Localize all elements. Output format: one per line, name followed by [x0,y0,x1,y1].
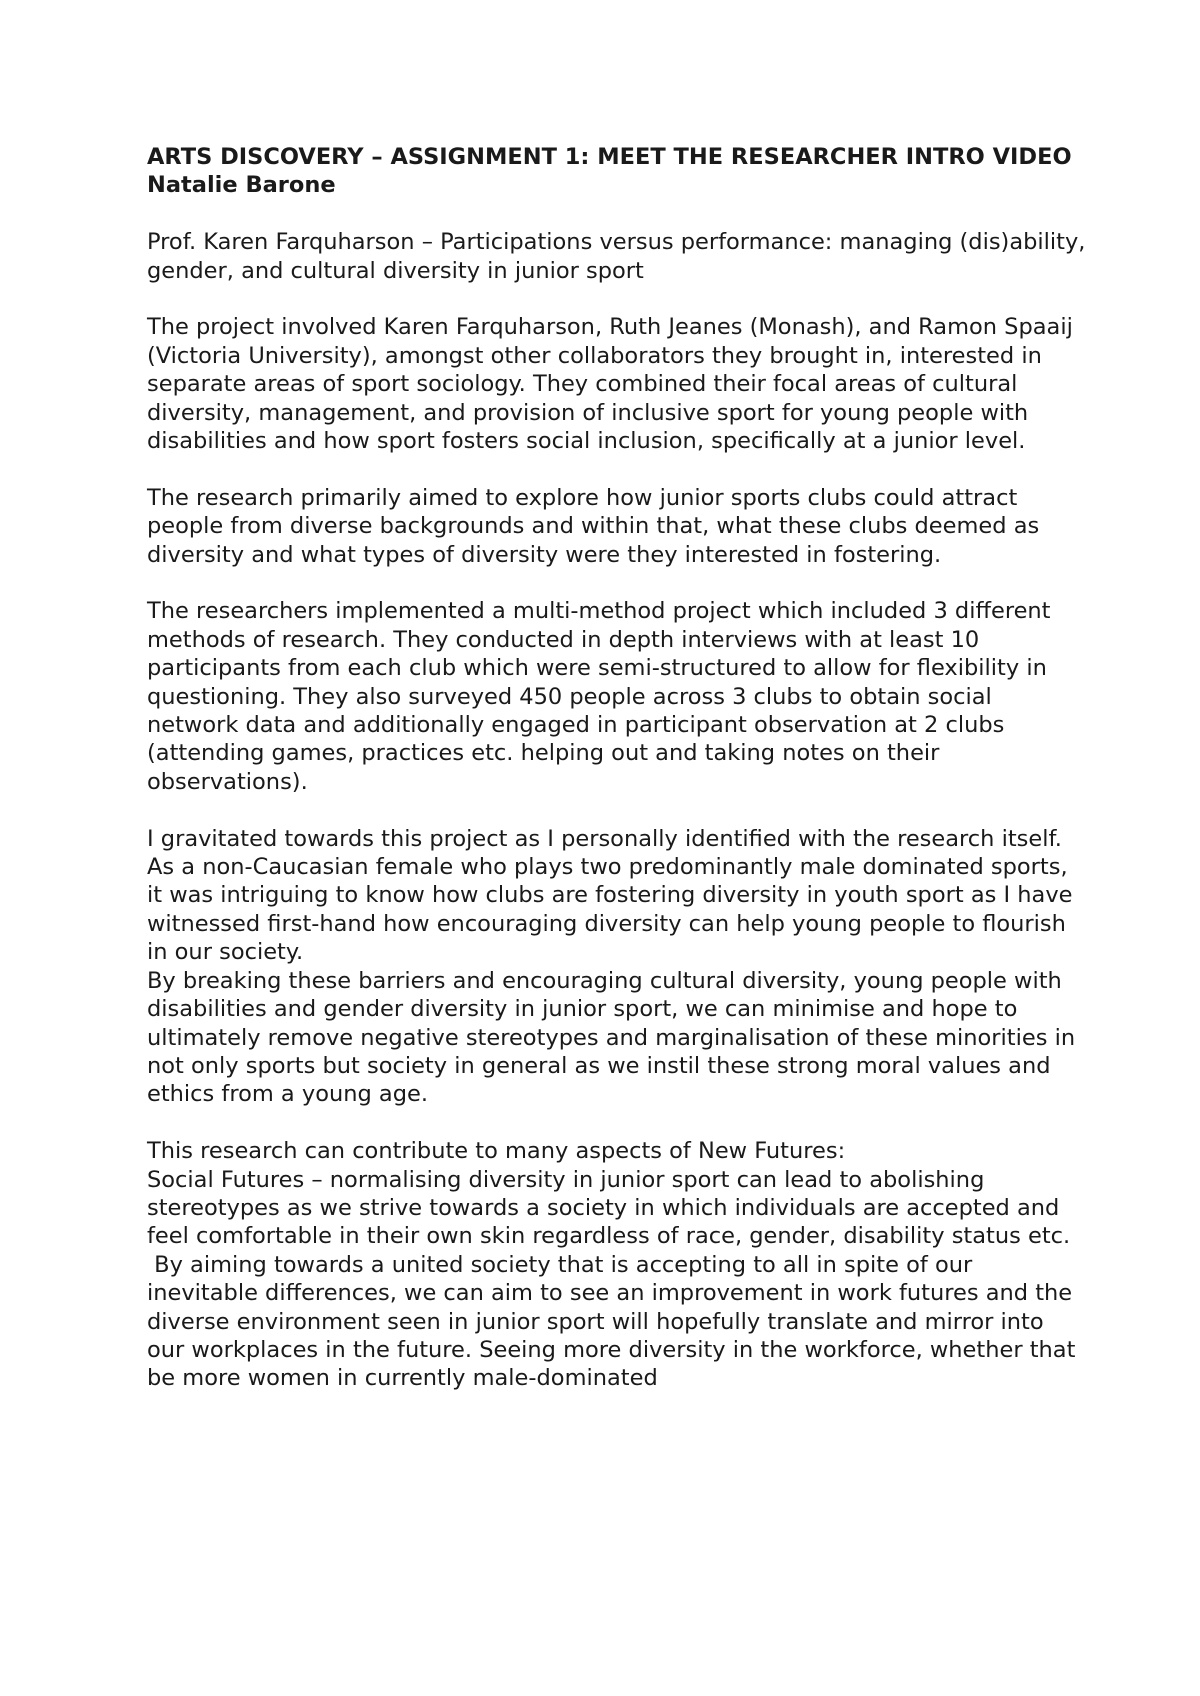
personal-reflection-paragraph: I gravitated towards this project as I personally identified with the research itself. As a non-Caucasian female who plays two predominantly male dominated sports, it was intriguing to know how clubs are fostering diversity in youth sport as I have witnessed first-hand how encouraging diversity can help young people to flourish in our society. [147,825,1073,966]
work-futures-paragraph: By aiming towards a united society that is accepting to all in spite of our inevitable differences, we can aim to see an improvement in work futures and the diverse environment seen in junior sport will hopefully translate and mirror into our workplaces in the future. Seeing more diversity in the workforce, whether that be more women in currently male-dominated [147,1251,1083,1392]
research-aim-paragraph: The research primarily aimed to explore how junior sports clubs could attract people from diverse backgrounds and within that, what these clubs deemed as diversity and what types of diversity were they interested in fostering. [147,484,1040,568]
new-futures-intro: This research can contribute to many aspects of New Futures: [147,1138,846,1165]
document-page [147,143,1087,1393]
project-description-paragraph: The project involved Karen Farquharson, Ruth Jeanes (Monash), and Ramon Spaaij (Victoria University), amongst other collaborators they brought in, interested in separate areas of sport sociology. They combined their focal areas of cultural diversity, management, and provision of inclusive sport for young people with disabilities and how sport fosters social inclusion, specifically at a junior level. [147,314,1073,455]
research-method-paragraph: The researchers implemented a multi-method project which included 3 different methods of research. They conducted in depth interviews with at least 10 participants from each club which were semi-structured to allow for flexibility in questioning. They also surveyed 450 people across 3 clubs to obtain social network data and additionally engaged in participant observation at 2 clubs (attending games, practices etc. helping out and taking notes on their observations). [147,598,1051,795]
project-heading-paragraph: Prof. Karen Farquharson – Participations versus performance: managing (dis)ability, gender, and cultural diversity in junior sport [147,229,1086,284]
document-title: ARTS DISCOVERY – ASSIGNMENT 1: MEET THE RESEARCHER INTRO VIDEO [147,144,1072,170]
barriers-paragraph: By breaking these barriers and encouraging cultural diversity, young people with disabilities and gender diversity in junior sport, we can minimise and hope to ultimately remove negative stereotypes and marginalisation of these minorities in not only sports but society in general as we instil these strong moral values and ethics from a young age. [147,967,1076,1108]
author-name: Natalie Barone [147,172,336,199]
social-futures-paragraph: Social Futures – normalising diversity in junior sport can lead to abolishing stereotypes as we strive towards a society in which individuals are accepted and feel comfortable in their own skin regardless of race, gender, disability status etc. [147,1166,1071,1250]
